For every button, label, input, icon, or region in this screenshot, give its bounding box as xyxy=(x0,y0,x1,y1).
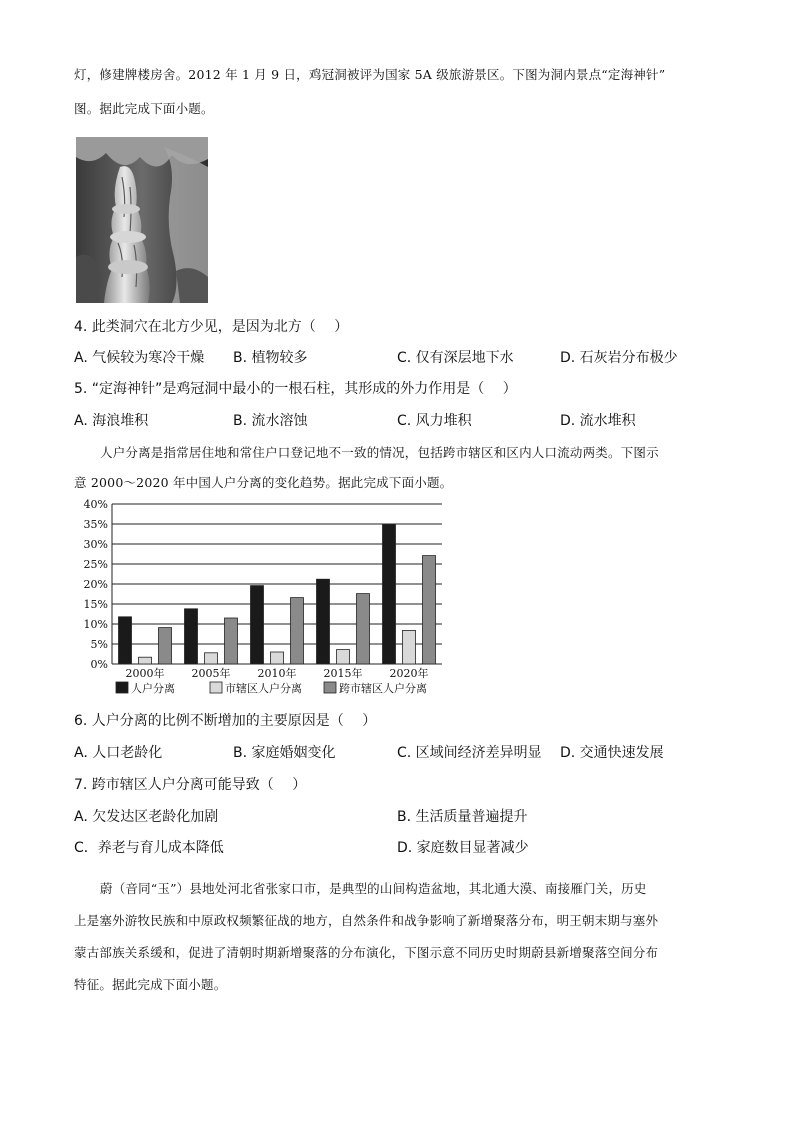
legend-label: 跨市辖区人户分离 xyxy=(339,682,427,695)
y-tick-label: 0% xyxy=(90,658,108,671)
q6-option-d[interactable]: D. 交通快速发展 xyxy=(560,745,664,761)
y-tick-label: 10% xyxy=(83,618,108,631)
legend-swatch xyxy=(210,682,222,693)
bar xyxy=(185,609,198,664)
passage-3-line-2: 上是塞外游牧民族和中原政权频繁征战的地方，自然条件和战争影响了新增聚落分布，明王朝末期与塞外 xyxy=(74,913,659,928)
legend-label: 市辖区人户分离 xyxy=(225,682,302,695)
q5-option-b[interactable]: B. 流水溶蚀 xyxy=(233,413,308,429)
x-tick-label: 2010年 xyxy=(257,667,297,680)
q6-option-b[interactable]: B. 家庭婚姻变化 xyxy=(233,745,336,761)
y-tick-label: 15% xyxy=(83,598,108,611)
question-4-stem: 4. 此类洞穴在北方少见，是因为北方（ ） xyxy=(74,319,349,335)
bar xyxy=(159,628,172,664)
bar xyxy=(291,598,304,664)
q7-option-b[interactable]: B. 生活质量普遍提升 xyxy=(397,809,528,825)
bar xyxy=(205,653,218,664)
q4-option-c[interactable]: C. 仅有深层地下水 xyxy=(397,350,514,366)
y-tick-label: 5% xyxy=(90,638,108,651)
chart-svg xyxy=(74,496,464,708)
legend-swatch xyxy=(116,682,128,693)
bar xyxy=(383,524,396,664)
y-tick-label: 30% xyxy=(83,538,108,551)
q7-option-a[interactable]: A. 欠发达区老龄化加剧 xyxy=(74,809,219,825)
x-tick-label: 2020年 xyxy=(389,667,429,680)
q5-option-d[interactable]: D. 流水堆积 xyxy=(560,413,636,429)
bar xyxy=(119,617,132,664)
q7-option-d[interactable]: D. 家庭数目显著减少 xyxy=(397,840,529,856)
passage-3-line-4: 特征。据此完成下面小题。 xyxy=(74,977,227,992)
bar xyxy=(357,594,370,664)
cave-photo-image xyxy=(76,137,208,303)
intro-line-1: 灯，修建牌楼房舍。2012 年 1 月 9 日，鸡冠洞被评为国家 5A 级旅游景区。下图为洞内景点“定海神针” xyxy=(74,67,666,82)
bar xyxy=(317,579,330,664)
intro-line-2: 图。据此完成下面小题。 xyxy=(74,101,214,116)
bar xyxy=(139,657,152,664)
q4-option-b[interactable]: B. 植物较多 xyxy=(233,350,308,366)
q6-option-a[interactable]: A. 人口老龄化 xyxy=(74,745,163,761)
passage-3-line-3: 蒙古部族关系缓和，促进了清朝时期新增聚落的分布演化，下图示意不同历史时期蔚县新增聚落空间分布 xyxy=(74,945,659,960)
bar xyxy=(423,556,436,664)
q4-option-a[interactable]: A. 气候较为寒冷干燥 xyxy=(74,350,205,366)
question-7-stem: 7. 跨市辖区人户分离可能导致（ ） xyxy=(74,777,307,793)
x-tick-label: 2005年 xyxy=(191,667,231,680)
question-5-stem: 5. “定海神针”是鸡冠洞中最小的一根石柱，其形成的外力作用是（ ） xyxy=(74,381,517,397)
legend-swatch xyxy=(324,682,336,693)
q6-option-c[interactable]: C. 区域间经济差异明显 xyxy=(397,745,542,761)
y-tick-label: 25% xyxy=(83,558,108,571)
cave-photo-dinghaishenzhen xyxy=(76,137,208,303)
x-tick-label: 2015年 xyxy=(323,667,363,680)
x-tick-label: 2000年 xyxy=(125,667,165,680)
passage-2-line-2: 意 2000～2020 年中国人户分离的变化趋势。据此完成下面小题。 xyxy=(74,475,453,490)
y-tick-label: 20% xyxy=(83,578,108,591)
passage-3-line-1: 蔚（音同“玉”）县地处河北省张家口市，是典型的山间构造盆地，其北通大漠、南接雁门关，历史 xyxy=(100,881,647,896)
bar xyxy=(225,618,238,664)
q5-option-c[interactable]: C. 风力堆积 xyxy=(397,413,472,429)
bar xyxy=(403,630,416,664)
hukou-separation-chart xyxy=(74,496,464,708)
legend-label: 人户分离 xyxy=(131,682,175,695)
bar xyxy=(337,650,350,664)
q4-option-d[interactable]: D. 石灰岩分布极少 xyxy=(560,350,678,366)
bar xyxy=(251,586,264,664)
passage-2-line-1: 人户分离是指常居住地和常住户口登记地不一致的情况，包括跨市辖区和区内人口流动两类。下图示 xyxy=(100,445,659,460)
y-tick-label: 35% xyxy=(83,518,108,531)
q5-option-a[interactable]: A. 海浪堆积 xyxy=(74,413,149,429)
q7-option-c[interactable]: C．养老与育儿成本降低 xyxy=(74,840,224,856)
question-6-stem: 6. 人户分离的比例不断增加的主要原因是（ ） xyxy=(74,713,377,729)
bar xyxy=(271,652,284,664)
y-tick-label: 40% xyxy=(83,498,108,511)
